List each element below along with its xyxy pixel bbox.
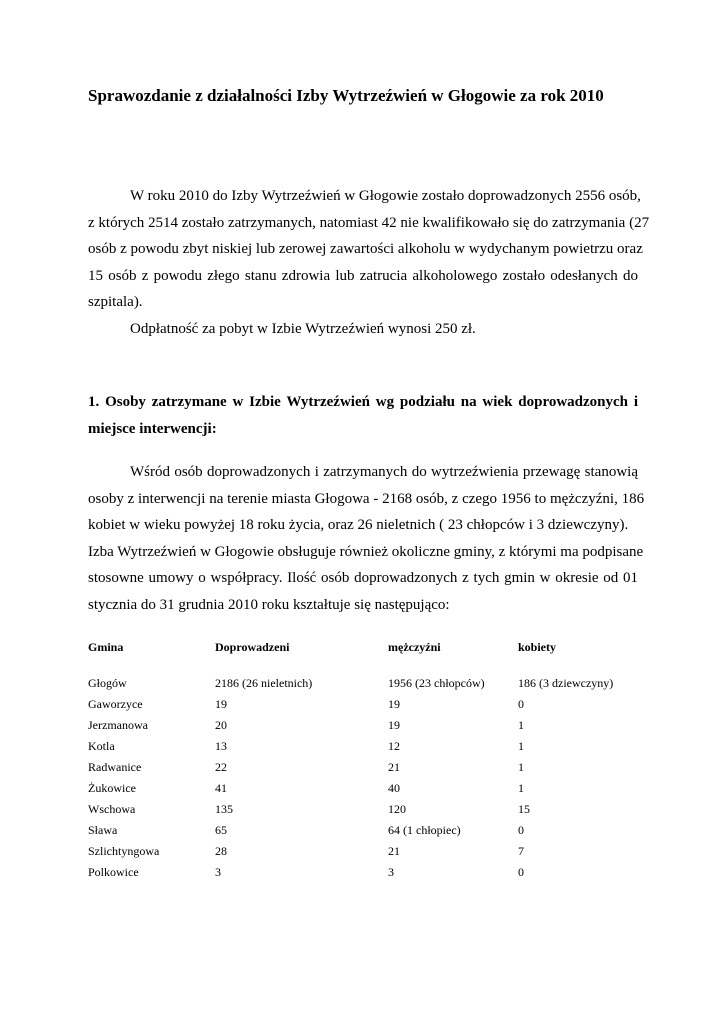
cell-gmina: Wschowa (88, 802, 136, 816)
cell-kobiety: 1 (518, 739, 524, 753)
cell-mezczyzni: 19 (388, 718, 400, 732)
intro-line: 15 osób z powodu złego stanu zdrowia lub zatrucia alkoholowego zostało odesłanych do (88, 267, 638, 284)
column-header-mezczyzni: mężczyźni (388, 640, 441, 654)
cell-doprowadzeni: 28 (215, 844, 227, 858)
table-row (88, 739, 638, 760)
section-line: stycznia do 31 grudnia 2010 roku kształtuje się następująco: (88, 596, 450, 613)
cell-mezczyzni: 12 (388, 739, 400, 753)
cell-doprowadzeni: 20 (215, 718, 227, 732)
intro-line: z których 2514 zostało zatrzymanych, natomiast 42 nie kwalifikowało się do zatrzymania (27 (88, 214, 650, 231)
section-1-paragraph (88, 459, 645, 618)
cell-doprowadzeni: 13 (215, 739, 227, 753)
cell-kobiety: 7 (518, 844, 524, 858)
table-row (88, 697, 638, 718)
table-row (88, 781, 638, 802)
cell-gmina: Jerzmanowa (88, 718, 148, 732)
cell-doprowadzeni: 22 (215, 760, 227, 774)
column-header-kobiety: kobiety (518, 640, 557, 654)
gminy-table (88, 640, 638, 886)
cell-gmina: Gaworzyce (88, 697, 143, 711)
cell-doprowadzeni: 19 (215, 697, 227, 711)
cell-mezczyzni: 3 (388, 865, 394, 879)
cell-doprowadzeni: 135 (215, 802, 233, 816)
cell-mezczyzni: 120 (388, 802, 406, 816)
cell-gmina: Kotla (88, 739, 115, 753)
table-row (88, 865, 638, 886)
cell-kobiety: 0 (518, 697, 524, 711)
cell-mezczyzni: 21 (388, 844, 400, 858)
cell-kobiety: 1 (518, 760, 524, 774)
cell-kobiety: 1 (518, 781, 524, 795)
table-row (88, 823, 638, 844)
cell-doprowadzeni: 65 (215, 823, 227, 837)
cell-gmina: Radwanice (88, 760, 142, 774)
cell-mezczyzni: 1956 (23 chłopców) (388, 676, 485, 690)
cell-kobiety: 0 (518, 823, 524, 837)
cell-mezczyzni: 40 (388, 781, 400, 795)
intro-paragraph (88, 183, 650, 342)
table-header-row (88, 640, 638, 676)
table-row (88, 718, 638, 739)
cell-doprowadzeni: 2186 (26 nieletnich) (215, 676, 313, 690)
table-row (88, 760, 638, 781)
section-line: Izba Wytrzeźwień w Głogowie obsługuje również okoliczne gminy, z którymi ma podpisane (88, 543, 644, 560)
table-row (88, 676, 638, 697)
cell-kobiety: 1 (518, 718, 524, 732)
cell-mezczyzni: 64 (1 chłopiec) (388, 823, 461, 837)
section-1-heading (88, 389, 638, 442)
section-heading-line: miejsce interwencji: (88, 420, 217, 437)
cell-gmina: Sława (88, 823, 118, 837)
cell-mezczyzni: 19 (388, 697, 400, 711)
cell-gmina: Polkowice (88, 865, 139, 879)
fee-line: Odpłatność za pobyt w Izbie Wytrzeźwień wynosi 250 zł. (130, 320, 476, 337)
cell-kobiety: 0 (518, 865, 524, 879)
cell-doprowadzeni: 41 (215, 781, 227, 795)
table-row (88, 844, 638, 865)
section-line: Wśród osób doprowadzonych i zatrzymanych do wytrzeźwienia przewagę stanowią (130, 464, 638, 480)
section-line: osoby z interwencji na terenie miasta Głogowa - 2168 osób, z czego 1956 to mężczyźni, 186 (88, 490, 645, 507)
section-line: stosowne umowy o współpracy. Ilość osób doprowadzonych z tych gmin w okresie od 01 (88, 570, 638, 586)
cell-mezczyzni: 21 (388, 760, 400, 774)
section-line: kobiet w wieku powyżej 18 roku życia, oraz 26 nieletnich ( 23 chłopców i 3 dziewczyny). (88, 517, 629, 533)
cell-kobiety: 186 (3 dziewczyny) (518, 676, 614, 690)
intro-line: W roku 2010 do Izby Wytrzeźwień w Głogowie zostało doprowadzonych 2556 osób, (130, 188, 641, 204)
cell-gmina: Głogów (88, 676, 127, 690)
cell-kobiety: 15 (518, 802, 530, 816)
cell-doprowadzeni: 3 (215, 865, 221, 879)
cell-gmina: Żukowice (88, 781, 136, 795)
intro-line: osób z powodu zbyt niskiej lub zerowej zawartości alkoholu w wydychanym powietrzu oraz (88, 241, 643, 257)
cell-gmina: Szlichtyngowa (88, 844, 160, 858)
column-header-doprowadzeni: Doprowadzeni (215, 640, 290, 654)
column-header-gmina: Gmina (88, 640, 124, 654)
page-title: Sprawozdanie z działalności Izby Wytrzeźwień w Głogowie za rok 2010 (88, 86, 604, 105)
intro-line: szpitala). (88, 294, 143, 310)
table-row (88, 802, 638, 823)
section-heading-line: 1. Osoby zatrzymane w Izbie Wytrzeźwień wg podziału na wiek doprowadzonych i (88, 394, 638, 410)
